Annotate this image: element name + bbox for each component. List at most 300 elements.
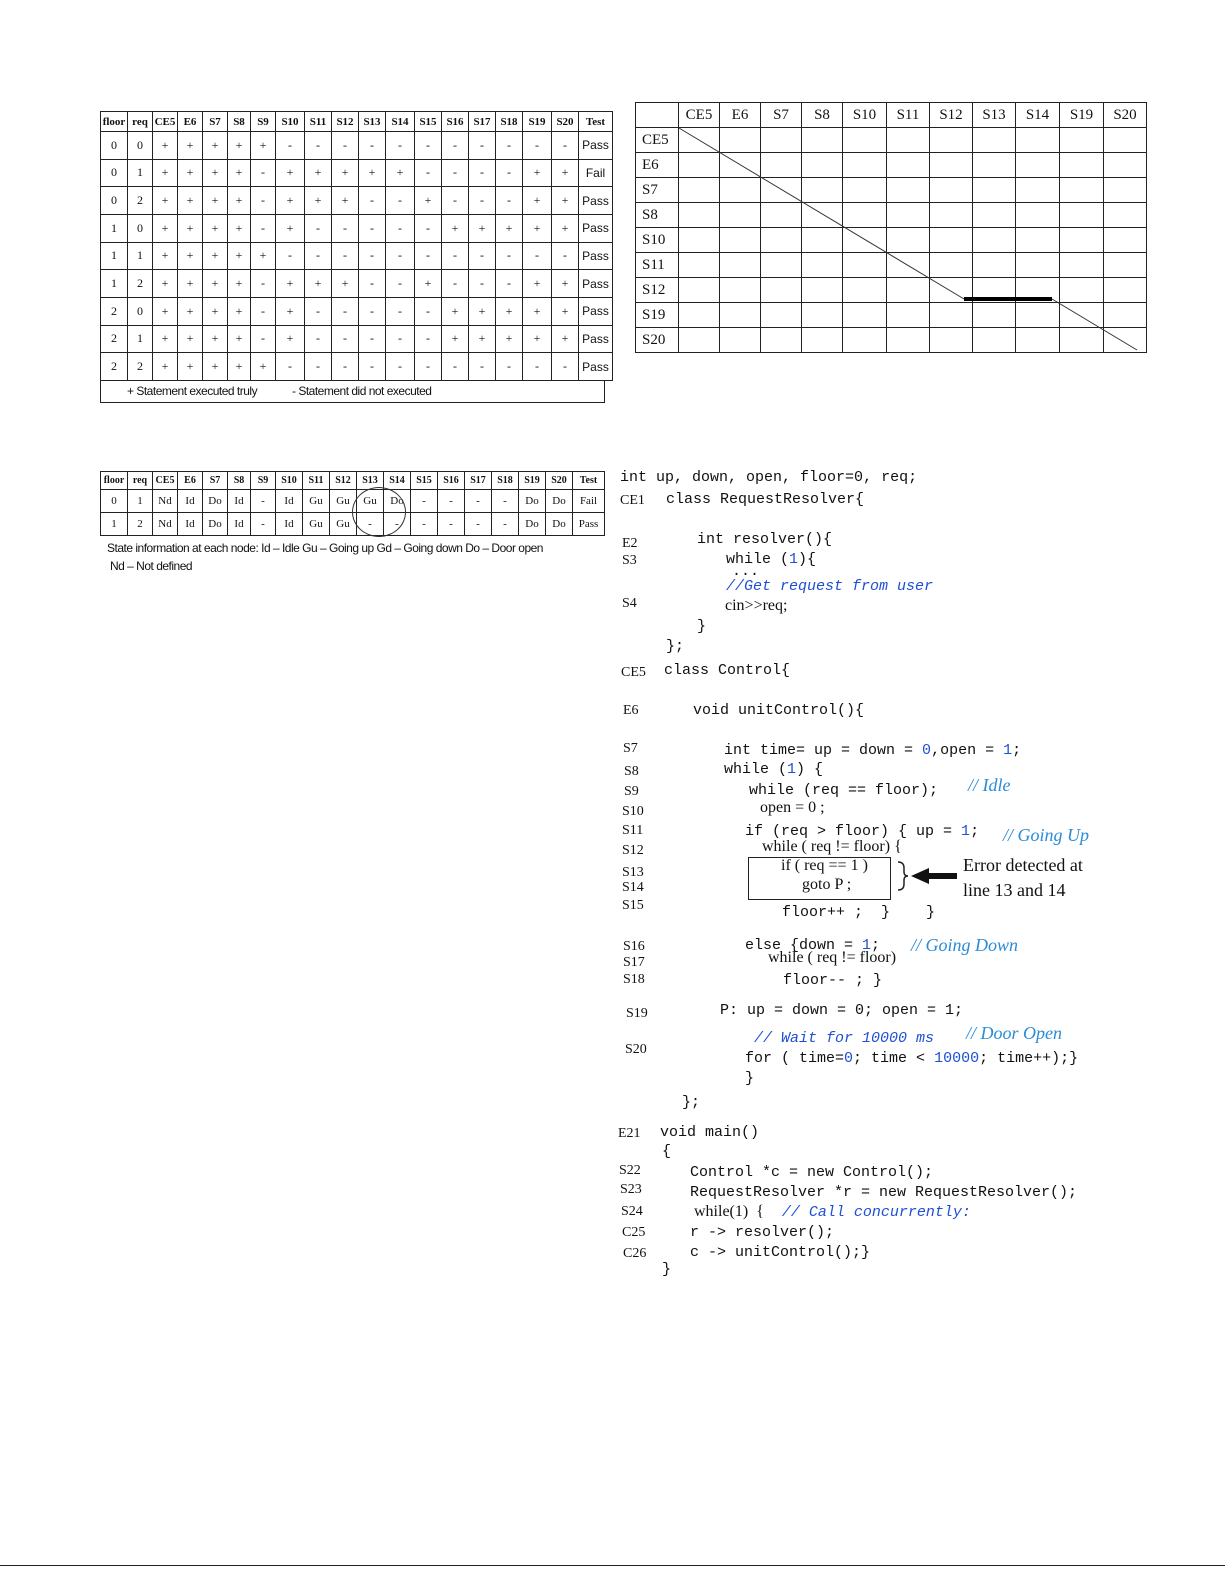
coverage-cell: + bbox=[523, 270, 552, 298]
annotation-idle: // Idle bbox=[968, 775, 1011, 795]
legend-minus: - Statement did not executed bbox=[292, 384, 432, 398]
matrix-row-header: S19 bbox=[636, 303, 679, 328]
coverage-cell: + bbox=[228, 242, 251, 270]
code-line: else {down = 1; bbox=[745, 937, 881, 954]
state-cell: - bbox=[492, 513, 519, 536]
legend-plus: + Statement executed truly bbox=[127, 384, 258, 398]
coverage-cell: - bbox=[496, 159, 523, 187]
coverage-cell: + bbox=[178, 242, 203, 270]
coverage-cell: 2 bbox=[128, 270, 153, 298]
code-line: int time= up = down = 0,open = 1; bbox=[724, 742, 1022, 759]
state-cell: Gu bbox=[303, 513, 330, 536]
code-line: while (req == floor); bbox=[749, 782, 939, 799]
state-cell: 0 bbox=[101, 490, 128, 513]
label-c26: C26 bbox=[623, 1246, 647, 1261]
coverage-cell: + bbox=[228, 353, 251, 381]
code-line: class Control{ bbox=[664, 662, 791, 679]
coverage-cell: - bbox=[386, 132, 415, 160]
state-header-cell: S15 bbox=[411, 472, 438, 490]
coverage-cell: + bbox=[496, 297, 523, 325]
state-header-cell: E6 bbox=[178, 472, 203, 490]
table-row bbox=[101, 187, 613, 215]
coverage-cell: + bbox=[203, 325, 228, 353]
coverage-cell: - bbox=[386, 270, 415, 298]
coverage-cell: + bbox=[203, 132, 228, 160]
code-line: c -> unitControl();} bbox=[690, 1244, 871, 1261]
coverage-cell: 1 bbox=[128, 159, 153, 187]
state-cell: Nd bbox=[153, 490, 178, 513]
coverage-header-cell: S11 bbox=[305, 112, 332, 132]
matrix-col-header: S11 bbox=[887, 103, 930, 128]
matrix-diagonal-upper bbox=[679, 128, 964, 299]
coverage-cell: - bbox=[251, 187, 276, 215]
annotation-going-up: // Going Up bbox=[1003, 825, 1090, 845]
coverage-cell: - bbox=[276, 353, 305, 381]
coverage-cell: - bbox=[305, 297, 332, 325]
matrix-col-header: S13 bbox=[973, 103, 1016, 128]
coverage-cell: - bbox=[469, 159, 496, 187]
code-line: floor++ ; } } bbox=[782, 904, 936, 921]
coverage-cell: Pass bbox=[579, 270, 613, 298]
matrix-col-header: S14 bbox=[1016, 103, 1060, 128]
coverage-header-cell: S20 bbox=[552, 112, 579, 132]
label-c25: C25 bbox=[622, 1225, 646, 1240]
label-s16: S16 bbox=[623, 939, 645, 954]
label-s24: S24 bbox=[621, 1204, 643, 1219]
state-header-cell: req bbox=[128, 472, 153, 490]
coverage-cell: + bbox=[153, 353, 178, 381]
coverage-cell: + bbox=[178, 325, 203, 353]
coverage-cell: - bbox=[523, 132, 552, 160]
coverage-cell: + bbox=[203, 242, 228, 270]
coverage-cell: + bbox=[178, 297, 203, 325]
coverage-cell: + bbox=[305, 187, 332, 215]
state-cell: - bbox=[438, 490, 465, 513]
matrix-row-header: S11 bbox=[636, 253, 679, 278]
coverage-header-cell: S18 bbox=[496, 112, 523, 132]
coverage-cell: + bbox=[332, 270, 359, 298]
state-cell: Pass bbox=[573, 513, 605, 536]
coverage-cell: - bbox=[305, 353, 332, 381]
coverage-cell: - bbox=[359, 325, 386, 353]
code-line: void main() bbox=[660, 1124, 760, 1141]
table-row bbox=[101, 297, 613, 325]
state-cell: Gu bbox=[330, 513, 357, 536]
matrix-diagonal-lower bbox=[1052, 299, 1137, 350]
error-highlight-box bbox=[748, 857, 891, 900]
coverage-header-cell: S7 bbox=[203, 112, 228, 132]
coverage-cell: + bbox=[496, 325, 523, 353]
label-s13: S13 bbox=[622, 865, 644, 880]
coverage-cell: - bbox=[359, 270, 386, 298]
coverage-cell: - bbox=[552, 132, 579, 160]
coverage-cell: - bbox=[359, 242, 386, 270]
code-line: cin>>req; bbox=[725, 597, 788, 614]
coverage-cell: - bbox=[469, 132, 496, 160]
coverage-table-header bbox=[101, 112, 613, 132]
coverage-cell: + bbox=[178, 214, 203, 242]
coverage-header-cell: S8 bbox=[228, 112, 251, 132]
coverage-cell: Fail bbox=[579, 159, 613, 187]
table-row bbox=[101, 214, 613, 242]
state-header-cell: S7 bbox=[203, 472, 228, 490]
coverage-cell: - bbox=[305, 325, 332, 353]
code-line: } bbox=[662, 1261, 672, 1278]
coverage-cell: + bbox=[332, 187, 359, 215]
coverage-header-cell: S15 bbox=[415, 112, 442, 132]
coverage-cell: Pass bbox=[579, 132, 613, 160]
coverage-cell: - bbox=[332, 297, 359, 325]
coverage-cell: + bbox=[276, 270, 305, 298]
coverage-cell: + bbox=[552, 297, 579, 325]
state-cell: Do bbox=[203, 513, 228, 536]
coverage-cell: - bbox=[442, 187, 469, 215]
state-cell: - bbox=[384, 513, 411, 536]
coverage-cell: + bbox=[251, 132, 276, 160]
coverage-cell: - bbox=[469, 242, 496, 270]
coverage-cell: - bbox=[386, 325, 415, 353]
coverage-header-cell: S12 bbox=[332, 112, 359, 132]
coverage-cell: - bbox=[523, 353, 552, 381]
matrix-row-header: S7 bbox=[636, 178, 679, 203]
label-s14: S14 bbox=[622, 880, 644, 895]
coverage-cell: + bbox=[442, 325, 469, 353]
coverage-cell: + bbox=[203, 159, 228, 187]
matrix-row-header: S10 bbox=[636, 228, 679, 253]
table-row bbox=[101, 159, 613, 187]
label-s20: S20 bbox=[625, 1042, 647, 1057]
state-header-cell: CE5 bbox=[153, 472, 178, 490]
coverage-cell: - bbox=[332, 353, 359, 381]
page-bottom-rule bbox=[0, 1565, 1225, 1566]
matrix-row-header: S12 bbox=[636, 278, 679, 303]
state-cell: - bbox=[465, 513, 492, 536]
label-e6: E6 bbox=[623, 703, 639, 718]
state-header-cell: S19 bbox=[519, 472, 546, 490]
coverage-cell: + bbox=[228, 214, 251, 242]
state-legend-line2: Nd – Not defined bbox=[110, 559, 193, 573]
table-row bbox=[101, 353, 613, 381]
coverage-cell: - bbox=[415, 353, 442, 381]
state-cell: Fail bbox=[573, 490, 605, 513]
coverage-cell: + bbox=[178, 353, 203, 381]
matrix-col-header: S19 bbox=[1060, 103, 1104, 128]
label-s3: S3 bbox=[622, 553, 637, 568]
code-comment: // Wait for 10000 ms bbox=[754, 1030, 935, 1047]
state-legend bbox=[107, 539, 543, 575]
coverage-cell: + bbox=[153, 325, 178, 353]
coverage-header-cell: S16 bbox=[442, 112, 469, 132]
code-line: while ( req != floor) { bbox=[762, 838, 902, 855]
matrix-col-header: S7 bbox=[761, 103, 802, 128]
coverage-cell: + bbox=[305, 270, 332, 298]
coverage-cell: 2 bbox=[101, 297, 128, 325]
label-s15: S15 bbox=[622, 898, 644, 913]
coverage-cell: - bbox=[442, 159, 469, 187]
coverage-cell: 1 bbox=[128, 325, 153, 353]
coverage-cell: 1 bbox=[101, 242, 128, 270]
state-header-cell: S11 bbox=[303, 472, 330, 490]
coverage-header-cell: floor bbox=[101, 112, 128, 132]
coverage-table bbox=[100, 111, 613, 381]
state-cell: Gu bbox=[330, 490, 357, 513]
coverage-legend bbox=[100, 380, 605, 403]
table-row bbox=[101, 132, 613, 160]
coverage-cell: + bbox=[552, 159, 579, 187]
coverage-cell: + bbox=[178, 270, 203, 298]
state-cell: Id bbox=[276, 490, 303, 513]
label-s17: S17 bbox=[623, 955, 645, 970]
coverage-cell: + bbox=[415, 270, 442, 298]
coverage-cell: - bbox=[359, 214, 386, 242]
coverage-cell: + bbox=[228, 187, 251, 215]
coverage-cell: - bbox=[251, 214, 276, 242]
matrix-col-header: E6 bbox=[720, 103, 761, 128]
state-header-cell: Test bbox=[573, 472, 605, 490]
coverage-cell: + bbox=[153, 270, 178, 298]
coverage-cell: 2 bbox=[128, 187, 153, 215]
coverage-cell: + bbox=[276, 297, 305, 325]
coverage-cell: - bbox=[359, 187, 386, 215]
coverage-cell: 2 bbox=[101, 325, 128, 353]
coverage-cell: - bbox=[415, 132, 442, 160]
label-s12: S12 bbox=[622, 843, 644, 858]
coverage-cell: Pass bbox=[579, 214, 613, 242]
coverage-cell: + bbox=[386, 159, 415, 187]
coverage-cell: - bbox=[276, 242, 305, 270]
code-line: P: up = down = 0; open = 1; bbox=[720, 1002, 964, 1019]
code-line: int resolver(){ bbox=[697, 531, 833, 548]
coverage-cell: + bbox=[415, 187, 442, 215]
coverage-cell: - bbox=[496, 132, 523, 160]
coverage-cell: - bbox=[469, 270, 496, 298]
state-cell: Id bbox=[228, 490, 251, 513]
coverage-cell: + bbox=[203, 353, 228, 381]
coverage-cell: - bbox=[442, 353, 469, 381]
coverage-cell: - bbox=[386, 297, 415, 325]
state-cell: - bbox=[438, 513, 465, 536]
coverage-cell: + bbox=[469, 214, 496, 242]
coverage-header-cell: S19 bbox=[523, 112, 552, 132]
error-callout bbox=[963, 853, 1083, 903]
state-header-cell: S8 bbox=[228, 472, 251, 490]
table-row bbox=[101, 325, 613, 353]
state-table-header bbox=[101, 472, 605, 490]
matrix-overlay bbox=[634, 101, 1139, 353]
coverage-cell: + bbox=[276, 325, 305, 353]
coverage-cell: + bbox=[305, 159, 332, 187]
coverage-cell: + bbox=[552, 214, 579, 242]
coverage-cell: Pass bbox=[579, 325, 613, 353]
coverage-cell: + bbox=[178, 132, 203, 160]
coverage-cell: + bbox=[228, 325, 251, 353]
state-cell: - bbox=[357, 513, 384, 536]
coverage-header-cell: S17 bbox=[469, 112, 496, 132]
state-cell: Do bbox=[546, 513, 573, 536]
code-line: Control *c = new Control(); bbox=[690, 1164, 934, 1181]
coverage-cell: - bbox=[251, 297, 276, 325]
coverage-cell: + bbox=[552, 187, 579, 215]
coverage-cell: - bbox=[523, 242, 552, 270]
state-legend-line1: State information at each node: Id – Idle Gu – Going up Gd – Going down Do – Door open bbox=[107, 541, 543, 555]
coverage-cell: - bbox=[251, 159, 276, 187]
state-header-cell: S20 bbox=[546, 472, 573, 490]
coverage-cell: - bbox=[251, 325, 276, 353]
coverage-cell: + bbox=[203, 187, 228, 215]
label-s22: S22 bbox=[619, 1163, 641, 1178]
code-ellipsis: ... bbox=[732, 563, 760, 580]
coverage-cell: - bbox=[305, 132, 332, 160]
state-header-cell: S12 bbox=[330, 472, 357, 490]
coverage-cell: 1 bbox=[101, 270, 128, 298]
state-header-cell: S17 bbox=[465, 472, 492, 490]
code-line: while(1) { // Call concurrently: bbox=[694, 1203, 971, 1221]
label-s23: S23 bbox=[620, 1182, 642, 1197]
label-s18: S18 bbox=[623, 972, 645, 987]
state-cell: Id bbox=[228, 513, 251, 536]
code-line: if (req > floor) { up = 1; bbox=[745, 823, 980, 840]
coverage-cell: + bbox=[552, 270, 579, 298]
coverage-cell: Pass bbox=[579, 187, 613, 215]
code-line: for ( time=0; time < 10000; time++);} bbox=[745, 1050, 1079, 1067]
matrix-row-header: S20 bbox=[636, 328, 679, 353]
coverage-cell: - bbox=[469, 187, 496, 215]
code-line: }; bbox=[666, 638, 685, 655]
state-cell: Do bbox=[203, 490, 228, 513]
code-line: class RequestResolver{ bbox=[666, 491, 865, 508]
coverage-cell: - bbox=[552, 242, 579, 270]
coverage-cell: + bbox=[523, 187, 552, 215]
coverage-cell: + bbox=[178, 159, 203, 187]
coverage-cell: 0 bbox=[101, 159, 128, 187]
coverage-cell: + bbox=[496, 214, 523, 242]
brace-icon bbox=[898, 862, 908, 890]
coverage-cell: + bbox=[359, 159, 386, 187]
code-line: floor-- ; } bbox=[783, 972, 883, 989]
coverage-cell: - bbox=[359, 297, 386, 325]
coverage-cell: + bbox=[332, 159, 359, 187]
code-line: RequestResolver *r = new RequestResolver(); bbox=[690, 1184, 1078, 1201]
coverage-cell: + bbox=[153, 297, 178, 325]
coverage-header-cell: Test bbox=[579, 112, 613, 132]
coverage-cell: + bbox=[523, 159, 552, 187]
coverage-cell: - bbox=[332, 242, 359, 270]
coverage-cell: + bbox=[228, 297, 251, 325]
state-cell: Do bbox=[546, 490, 573, 513]
coverage-cell: - bbox=[496, 242, 523, 270]
coverage-cell: + bbox=[228, 132, 251, 160]
coverage-cell: + bbox=[153, 159, 178, 187]
coverage-cell: + bbox=[523, 214, 552, 242]
state-header-cell: S18 bbox=[492, 472, 519, 490]
label-s19: S19 bbox=[626, 1006, 648, 1021]
coverage-cell: - bbox=[332, 214, 359, 242]
coverage-cell: + bbox=[153, 214, 178, 242]
code-line: r -> resolver(); bbox=[690, 1224, 835, 1241]
coverage-cell: 0 bbox=[128, 214, 153, 242]
state-cell: Do bbox=[519, 490, 546, 513]
state-cell: 1 bbox=[128, 490, 153, 513]
coverage-cell: - bbox=[415, 325, 442, 353]
label-e2: E2 bbox=[622, 536, 638, 551]
coverage-cell: - bbox=[359, 353, 386, 381]
label-s4: S4 bbox=[622, 596, 637, 611]
label-s7: S7 bbox=[623, 741, 638, 756]
error-callout-line1: Error detected at bbox=[963, 855, 1083, 875]
coverage-cell: Pass bbox=[579, 353, 613, 381]
state-header-cell: S9 bbox=[251, 472, 276, 490]
table-row bbox=[101, 270, 613, 298]
coverage-cell: + bbox=[251, 242, 276, 270]
error-arrow bbox=[895, 860, 961, 892]
matrix-col-header: S20 bbox=[1104, 103, 1147, 128]
error-callout-line2: line 13 and 14 bbox=[963, 880, 1066, 900]
coverage-header-cell: S14 bbox=[386, 112, 415, 132]
state-cell: Do bbox=[519, 513, 546, 536]
coverage-header-cell: CE5 bbox=[153, 112, 178, 132]
state-header-cell: S13 bbox=[357, 472, 384, 490]
coverage-cell: + bbox=[552, 325, 579, 353]
coverage-cell: - bbox=[415, 297, 442, 325]
coverage-cell: + bbox=[178, 187, 203, 215]
state-cell: Gu bbox=[357, 490, 384, 513]
coverage-cell: + bbox=[251, 353, 276, 381]
table-row bbox=[101, 242, 613, 270]
label-s9: S9 bbox=[624, 784, 639, 799]
coverage-cell: + bbox=[469, 325, 496, 353]
coverage-cell: + bbox=[203, 214, 228, 242]
coverage-cell: - bbox=[415, 214, 442, 242]
state-cell: - bbox=[411, 513, 438, 536]
coverage-cell: - bbox=[469, 353, 496, 381]
coverage-cell: Pass bbox=[579, 242, 613, 270]
code-line: } bbox=[697, 618, 707, 635]
state-header-cell: floor bbox=[101, 472, 128, 490]
coverage-cell: + bbox=[469, 297, 496, 325]
coverage-cell: + bbox=[523, 297, 552, 325]
coverage-cell: + bbox=[153, 242, 178, 270]
coverage-cell: - bbox=[251, 270, 276, 298]
state-cell: 2 bbox=[128, 513, 153, 536]
coverage-cell: + bbox=[228, 159, 251, 187]
state-cell: Gu bbox=[303, 490, 330, 513]
coverage-cell: - bbox=[442, 270, 469, 298]
code-line: int up, down, open, floor=0, req; bbox=[620, 469, 918, 486]
coverage-header-cell: E6 bbox=[178, 112, 203, 132]
coverage-cell: - bbox=[442, 242, 469, 270]
coverage-cell: + bbox=[276, 214, 305, 242]
coverage-cell: + bbox=[153, 132, 178, 160]
coverage-cell: + bbox=[442, 214, 469, 242]
label-e21: E21 bbox=[618, 1126, 641, 1141]
annotation-door-open: // Door Open bbox=[966, 1023, 1062, 1043]
coverage-cell: 0 bbox=[128, 297, 153, 325]
annotation-going-down: // Going Down bbox=[911, 935, 1019, 955]
state-header-cell: S14 bbox=[384, 472, 411, 490]
coverage-cell: - bbox=[386, 214, 415, 242]
coverage-cell: + bbox=[153, 187, 178, 215]
coverage-cell: - bbox=[552, 353, 579, 381]
label-s11: S11 bbox=[622, 823, 644, 838]
coverage-cell: - bbox=[332, 325, 359, 353]
label-s10: S10 bbox=[622, 804, 644, 819]
matrix-col-header: S8 bbox=[802, 103, 843, 128]
code-line: while (1) { bbox=[724, 761, 824, 778]
state-cell: - bbox=[492, 490, 519, 513]
code-line: while (1){ bbox=[726, 551, 817, 568]
coverage-cell: 0 bbox=[128, 132, 153, 160]
matrix-col-header: CE5 bbox=[679, 103, 720, 128]
